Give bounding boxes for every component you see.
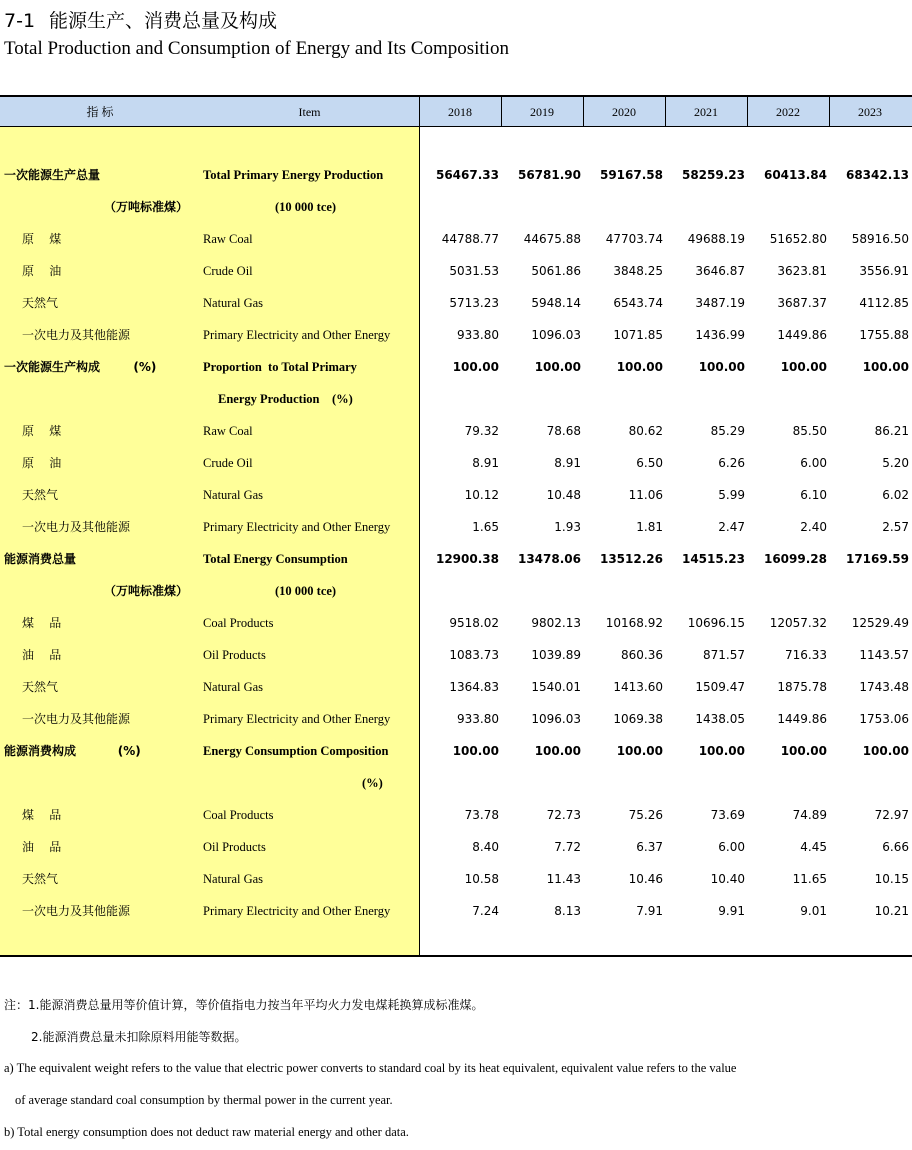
table-row bbox=[0, 607, 912, 639]
value-cell: 6.02 bbox=[882, 488, 909, 502]
value-cell: 100.00 bbox=[452, 360, 499, 374]
row-label-en: (10 000 tce) bbox=[275, 200, 337, 214]
row-label-cn: 天然气 bbox=[22, 488, 59, 502]
row-label-en: Raw Coal bbox=[203, 232, 253, 246]
table-row bbox=[0, 319, 912, 351]
value-cell: 11.65 bbox=[792, 872, 827, 886]
table-row bbox=[0, 671, 912, 703]
table-number: 7-1 bbox=[4, 10, 36, 32]
table-row bbox=[0, 831, 912, 863]
header-year-5: 2023 bbox=[858, 105, 882, 119]
table-row bbox=[0, 703, 912, 735]
value-cell: 47703.74 bbox=[605, 232, 663, 246]
row-label-en: Total Primary Energy Production bbox=[203, 168, 384, 182]
value-cell: 8.13 bbox=[554, 904, 581, 918]
value-cell: 8.91 bbox=[472, 456, 499, 470]
value-cell: 3487.19 bbox=[695, 296, 745, 310]
value-cell: 2.40 bbox=[800, 520, 827, 534]
row-label-en: (%) bbox=[362, 776, 383, 790]
value-cell: 933.80 bbox=[457, 712, 499, 726]
row-label-cn: （万吨标准煤） bbox=[104, 200, 189, 214]
header-item-en: Item bbox=[298, 105, 321, 119]
table-title-cn-text: 能源生产、消费总量及构成 bbox=[49, 10, 278, 32]
value-cell: 1540.01 bbox=[531, 680, 581, 694]
value-cell: 6.10 bbox=[800, 488, 827, 502]
value-cell: 11.43 bbox=[546, 872, 581, 886]
value-cell: 860.36 bbox=[621, 648, 663, 662]
column-divider bbox=[747, 97, 748, 127]
row-label-en: Natural Gas bbox=[203, 680, 264, 694]
value-cell: 73.69 bbox=[710, 808, 745, 822]
row-label-en: Energy Production (%) bbox=[218, 392, 353, 406]
value-cell: 1438.05 bbox=[695, 712, 745, 726]
row-label-en: Coal Products bbox=[203, 616, 274, 630]
value-cell: 44788.77 bbox=[441, 232, 499, 246]
value-cell: 58916.50 bbox=[851, 232, 909, 246]
column-divider bbox=[829, 97, 830, 127]
table-title-en: Total Production and Consumption of Energy and Its Composition bbox=[4, 38, 509, 59]
footnote: b) Total energy consumption does not deduct raw material energy and other data. bbox=[4, 1125, 409, 1139]
value-cell: 5713.23 bbox=[449, 296, 499, 310]
value-cell: 59167.58 bbox=[599, 168, 663, 182]
table-row bbox=[0, 543, 912, 575]
value-cell: 9518.02 bbox=[449, 616, 499, 630]
value-cell: 68342.13 bbox=[845, 168, 909, 182]
value-cell: 7.91 bbox=[636, 904, 663, 918]
table-row bbox=[0, 415, 912, 447]
value-cell: 56467.33 bbox=[435, 168, 499, 182]
value-cell: 5.20 bbox=[882, 456, 909, 470]
table-row bbox=[0, 447, 912, 479]
table-row bbox=[0, 767, 912, 799]
value-cell: 17169.59 bbox=[845, 552, 909, 566]
row-label-cn: 原 油 bbox=[22, 264, 62, 278]
value-cell: 1413.60 bbox=[613, 680, 663, 694]
value-cell: 6.37 bbox=[636, 840, 663, 854]
value-cell: 6.50 bbox=[636, 456, 663, 470]
value-cell: 100.00 bbox=[780, 360, 827, 374]
table-row bbox=[0, 287, 912, 319]
value-cell: 100.00 bbox=[452, 744, 499, 758]
row-label-cn: 天然气 bbox=[22, 296, 59, 310]
value-cell: 73.78 bbox=[464, 808, 499, 822]
row-label-en: Primary Electricity and Other Energy bbox=[203, 712, 391, 726]
value-cell: 2.57 bbox=[882, 520, 909, 534]
table-row bbox=[0, 191, 912, 223]
value-cell: 85.50 bbox=[792, 424, 827, 438]
value-cell: 72.73 bbox=[546, 808, 581, 822]
row-label-en: Primary Electricity and Other Energy bbox=[203, 904, 391, 918]
row-label-cn: 原 油 bbox=[22, 456, 62, 470]
row-label-en: Natural Gas bbox=[203, 488, 264, 502]
row-label-cn: 一次电力及其他能源 bbox=[22, 328, 131, 342]
data-table bbox=[0, 95, 912, 957]
table-row bbox=[0, 223, 912, 255]
value-cell: 10168.92 bbox=[605, 616, 663, 630]
value-cell: 1.81 bbox=[636, 520, 663, 534]
value-cell: 871.57 bbox=[703, 648, 745, 662]
value-cell: 100.00 bbox=[616, 744, 663, 758]
row-label-en: Energy Consumption Composition bbox=[203, 744, 389, 758]
row-label-cn: 煤 品 bbox=[22, 616, 62, 630]
value-cell: 6.00 bbox=[800, 456, 827, 470]
header-year-0: 2018 bbox=[448, 105, 472, 119]
row-label-en: Proportion to Total Primary bbox=[203, 360, 357, 374]
value-cell: 49688.19 bbox=[687, 232, 745, 246]
value-cell: 13512.26 bbox=[599, 552, 663, 566]
row-label-cn: 原 煤 bbox=[22, 232, 62, 246]
value-cell: 14515.23 bbox=[681, 552, 745, 566]
value-cell: 2.47 bbox=[718, 520, 745, 534]
header-year-1: 2019 bbox=[530, 105, 554, 119]
value-cell: 1364.83 bbox=[449, 680, 499, 694]
row-label-en: Primary Electricity and Other Energy bbox=[203, 520, 391, 534]
row-label-cn: 能源消费总量 bbox=[4, 552, 77, 566]
row-label-en: Natural Gas bbox=[203, 872, 264, 886]
header-year-2: 2020 bbox=[612, 105, 636, 119]
value-cell: 1083.73 bbox=[449, 648, 499, 662]
table-row bbox=[0, 351, 912, 383]
table-row bbox=[0, 735, 912, 767]
row-label-cn: 一次电力及其他能源 bbox=[22, 712, 131, 726]
value-cell: 13478.06 bbox=[517, 552, 581, 566]
value-cell: 12529.49 bbox=[851, 616, 909, 630]
row-label-en: Oil Products bbox=[203, 840, 266, 854]
column-divider bbox=[501, 97, 502, 127]
value-cell: 9.01 bbox=[800, 904, 827, 918]
value-cell: 1069.38 bbox=[613, 712, 663, 726]
value-cell: 1.65 bbox=[472, 520, 499, 534]
row-label-cn: 一次能源生产构成 (%) bbox=[4, 360, 157, 374]
table-row bbox=[0, 255, 912, 287]
value-cell: 3623.81 bbox=[777, 264, 827, 278]
row-label-en: Coal Products bbox=[203, 808, 274, 822]
footnote: of average standard coal consumption by thermal power in the current year. bbox=[15, 1093, 393, 1107]
value-cell: 1071.85 bbox=[613, 328, 663, 342]
table-row bbox=[0, 383, 912, 415]
row-label-en: Total Energy Consumption bbox=[203, 552, 348, 566]
value-cell: 100.00 bbox=[780, 744, 827, 758]
value-cell: 9802.13 bbox=[531, 616, 581, 630]
value-cell: 1449.86 bbox=[777, 712, 827, 726]
table-row bbox=[0, 479, 912, 511]
table-row bbox=[0, 159, 912, 191]
value-cell: 8.40 bbox=[472, 840, 499, 854]
value-cell: 100.00 bbox=[616, 360, 663, 374]
value-cell: 7.24 bbox=[472, 904, 499, 918]
row-label-cn: 一次能源生产总量 bbox=[4, 168, 101, 182]
header-year-4: 2022 bbox=[776, 105, 800, 119]
row-label-cn: 一次电力及其他能源 bbox=[22, 520, 131, 534]
row-label-en: Raw Coal bbox=[203, 424, 253, 438]
value-cell: 6.26 bbox=[718, 456, 745, 470]
value-cell: 10.40 bbox=[710, 872, 745, 886]
value-cell: 1.93 bbox=[554, 520, 581, 534]
row-label-cn: 煤 品 bbox=[22, 808, 62, 822]
value-cell: 79.32 bbox=[464, 424, 499, 438]
value-cell: 1436.99 bbox=[695, 328, 745, 342]
value-cell: 100.00 bbox=[534, 744, 581, 758]
row-label-en: Oil Products bbox=[203, 648, 266, 662]
value-cell: 9.91 bbox=[718, 904, 745, 918]
value-cell: 3687.37 bbox=[777, 296, 827, 310]
column-divider bbox=[583, 97, 584, 127]
value-cell: 100.00 bbox=[698, 360, 745, 374]
value-cell: 1449.86 bbox=[777, 328, 827, 342]
footnote: a) The equivalent weight refers to the value that electric power converts to standard coal by its heat equivalent, equivalent value refers to the value bbox=[4, 1061, 737, 1075]
header-year-3: 2021 bbox=[694, 105, 718, 119]
row-label-cn: 天然气 bbox=[22, 680, 59, 694]
value-cell: 100.00 bbox=[862, 744, 909, 758]
column-divider bbox=[665, 97, 666, 127]
value-cell: 933.80 bbox=[457, 328, 499, 342]
footnote: 2.能源消费总量未扣除原料用能等数据。 bbox=[31, 1030, 247, 1044]
value-cell: 100.00 bbox=[698, 744, 745, 758]
value-cell: 16099.28 bbox=[763, 552, 827, 566]
row-label-en: Primary Electricity and Other Energy bbox=[203, 328, 391, 342]
value-cell: 10.15 bbox=[874, 872, 909, 886]
value-cell: 56781.90 bbox=[517, 168, 581, 182]
row-label-cn: 一次电力及其他能源 bbox=[22, 904, 131, 918]
value-cell: 5948.14 bbox=[531, 296, 581, 310]
row-label-en: Crude Oil bbox=[203, 264, 253, 278]
value-cell: 5.99 bbox=[718, 488, 745, 502]
value-cell: 1743.48 bbox=[859, 680, 909, 694]
value-cell: 80.62 bbox=[628, 424, 663, 438]
value-cell: 1039.89 bbox=[531, 648, 581, 662]
value-cell: 100.00 bbox=[862, 360, 909, 374]
value-cell: 1875.78 bbox=[777, 680, 827, 694]
value-cell: 8.91 bbox=[554, 456, 581, 470]
value-cell: 10.21 bbox=[874, 904, 909, 918]
header-indicator-cn: 指 标 bbox=[86, 105, 114, 119]
table-row bbox=[0, 639, 912, 671]
value-cell: 10696.15 bbox=[687, 616, 745, 630]
value-cell: 51652.80 bbox=[769, 232, 827, 246]
value-cell: 716.33 bbox=[785, 648, 827, 662]
value-cell: 78.68 bbox=[546, 424, 581, 438]
value-cell: 11.06 bbox=[628, 488, 663, 502]
value-cell: 75.26 bbox=[628, 808, 663, 822]
table-row bbox=[0, 895, 912, 927]
value-cell: 1143.57 bbox=[859, 648, 909, 662]
value-cell: 6543.74 bbox=[613, 296, 663, 310]
value-cell: 58259.23 bbox=[681, 168, 745, 182]
table-title-cn bbox=[4, 6, 277, 33]
value-cell: 3556.91 bbox=[859, 264, 909, 278]
row-label-en: (10 000 tce) bbox=[275, 584, 337, 598]
value-cell: 1096.03 bbox=[531, 712, 581, 726]
value-cell: 12900.38 bbox=[435, 552, 499, 566]
value-cell: 6.00 bbox=[718, 840, 745, 854]
value-cell: 10.58 bbox=[464, 872, 499, 886]
value-cell: 12057.32 bbox=[769, 616, 827, 630]
table-row bbox=[0, 799, 912, 831]
value-cell: 86.21 bbox=[874, 424, 909, 438]
value-cell: 4.45 bbox=[800, 840, 827, 854]
value-cell: 3848.25 bbox=[613, 264, 663, 278]
row-label-en: Crude Oil bbox=[203, 456, 253, 470]
value-cell: 7.72 bbox=[554, 840, 581, 854]
value-cell: 100.00 bbox=[534, 360, 581, 374]
row-label-cn: 天然气 bbox=[22, 872, 59, 886]
row-label-cn: 油 品 bbox=[22, 840, 62, 854]
value-cell: 10.46 bbox=[628, 872, 663, 886]
value-cell: 1755.88 bbox=[859, 328, 909, 342]
value-cell: 6.66 bbox=[882, 840, 909, 854]
value-cell: 1096.03 bbox=[531, 328, 581, 342]
table-row bbox=[0, 575, 912, 607]
row-label-en: Natural Gas bbox=[203, 296, 264, 310]
row-label-cn: 原 煤 bbox=[22, 424, 62, 438]
value-cell: 1509.47 bbox=[695, 680, 745, 694]
value-cell: 44675.88 bbox=[523, 232, 581, 246]
value-cell: 74.89 bbox=[792, 808, 827, 822]
value-cell: 4112.85 bbox=[859, 296, 909, 310]
footnote: 注：1.能源消费总量用等价值计算，等价值指电力按当年平均火力发电煤耗换算成标准煤。 bbox=[4, 998, 484, 1012]
value-cell: 10.48 bbox=[546, 488, 581, 502]
value-cell: 5031.53 bbox=[449, 264, 499, 278]
value-cell: 10.12 bbox=[464, 488, 499, 502]
value-cell: 3646.87 bbox=[695, 264, 745, 278]
table-row bbox=[0, 863, 912, 895]
value-cell: 5061.86 bbox=[531, 264, 581, 278]
value-cell: 72.97 bbox=[874, 808, 909, 822]
row-label-cn: 能源消费构成 (%) bbox=[4, 744, 141, 758]
value-cell: 1753.06 bbox=[859, 712, 909, 726]
row-label-cn: （万吨标准煤） bbox=[104, 584, 189, 598]
table-row bbox=[0, 511, 912, 543]
row-label-cn: 油 品 bbox=[22, 648, 62, 662]
value-cell: 60413.84 bbox=[763, 168, 827, 182]
value-cell: 85.29 bbox=[710, 424, 745, 438]
